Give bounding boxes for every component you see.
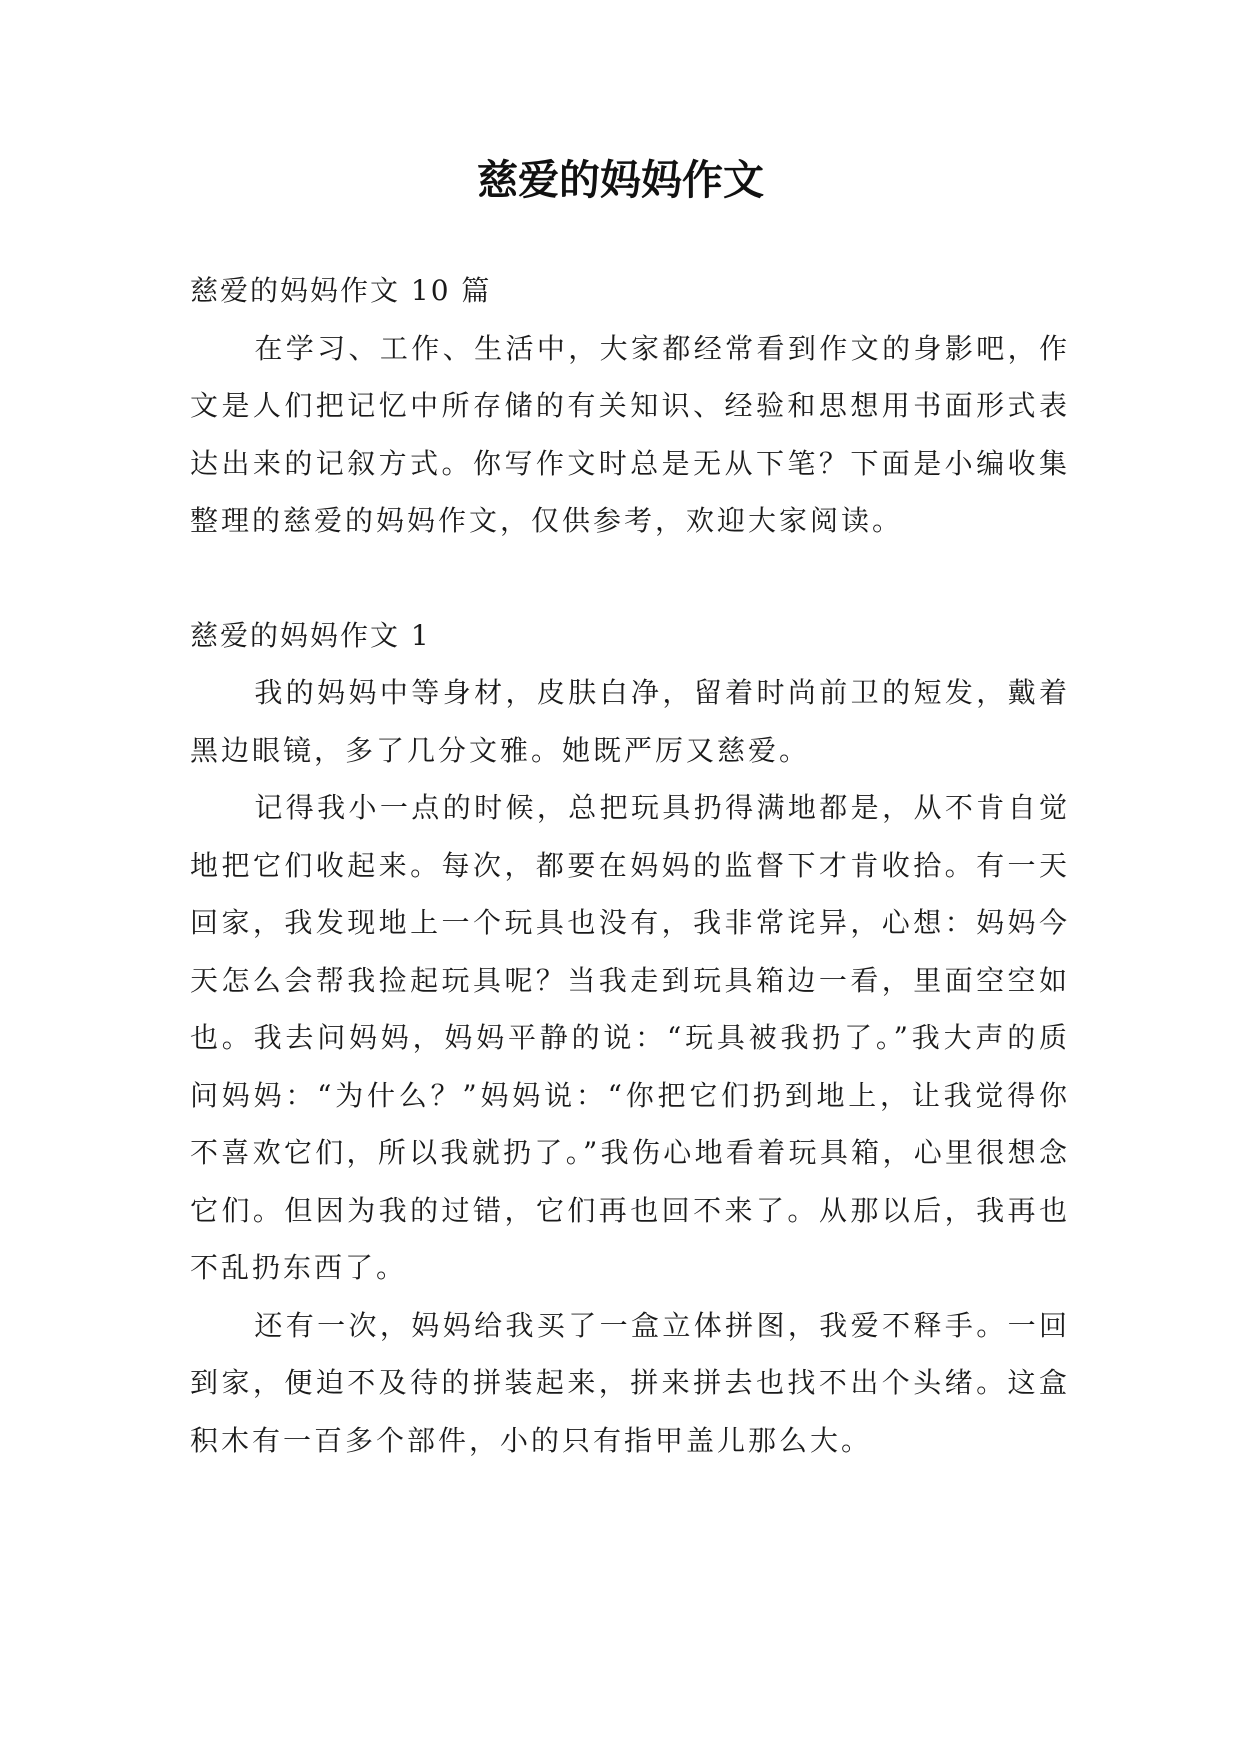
section-1-paragraph-3: 还有一次，妈妈给我买了一盒立体拼图，我爱不释手。一回到家，便迫不及待的拼装起来，拼来拼去也找不出个头绪。这盒积木有一百多个部件，小的只有指甲盖儿那么大。: [190, 1308, 1070, 1457]
section-1-heading: 慈爱的妈妈作文 1: [190, 618, 431, 652]
intro-paragraph: 在学习、工作、生活中，大家都经常看到作文的身影吧，作文是人们把记忆中所存储的有关知识、经验和思想用书面形式表达出来的记叙方式。你写作文时总是无从下笔？下面是小编收集整理的慈爱的妈妈作文，仅供参考，欢迎大家阅读。: [190, 331, 1070, 537]
section-1-paragraph-2: 记得我小一点的时候，总把玩具扔得满地都是，从不肯自觉地把它们收起来。每次，都要在妈妈的监督下才肯收拾。有一天回家，我发现地上一个玩具也没有，我非常诧异，心想：妈妈今天怎么会帮我捡起玩具呢？当我走到玩具箱边一看，里面空空如也。我去问妈妈，妈妈平静的说：“玩具被我扔了。”我大声的质问妈妈：“为什么？”妈妈说：“你把它们扔到地上，让我觉得你不喜欢它们，所以我就扔了。”我伤心地看着玩具箱，心里很想念它们。但因为我的过错，它们再也回不来了。从那以后，我再也不乱扔东西了。: [190, 791, 1070, 1284]
document-title: 慈爱的妈妈作文: [477, 156, 764, 204]
section-1-paragraph-1: 我的妈妈中等身材，皮肤白净，留着时尚前卫的短发，戴着黑边眼镜，多了几分文雅。她既严厉又慈爱。: [190, 676, 1070, 767]
document-body: [190, 262, 1070, 1469]
section-spacer: [190, 550, 1070, 607]
intro-heading: 慈爱的妈妈作文 10 篇: [190, 274, 492, 307]
